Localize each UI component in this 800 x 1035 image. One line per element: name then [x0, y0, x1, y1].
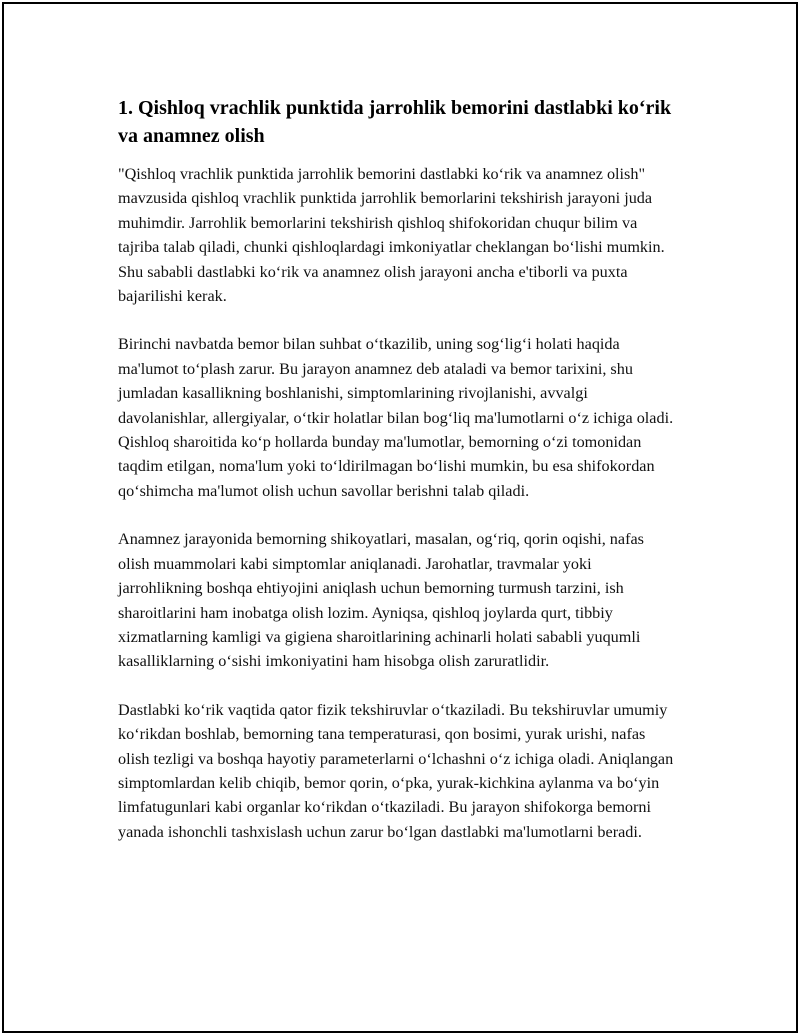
paragraph-physical-exam: Dastlabki ko‘rik vaqtida qator fizik tekshiruvlar o‘tkaziladi. Bu tekshiruvlar umumiy ko‘rikdan boshlab, bemorning tana temperaturasi, qon bosimi, yurak urishi, nafas olish tezligi va boshqa hayotiy parameterlarni o‘lchashni o‘z ichiga oladi. Aniqlangan simptomlardan kelib chiqib, bemor qorin, o‘pka, yurak-kichkina aylanma va bo‘yin limfatugunlari kabi organlar ko‘rikdan o‘tkaziladi. Bu jarayon shifokorga bemorni yanada ishonchli tashxislash uchun zarur bo‘lgan dastlabki ma'lumotlarni beradi. [118, 700, 674, 841]
paragraph-intro: "Qishloq vrachlik punktida jarrohlik bemorini dastlabki ko‘rik va anamnez olish" mavzusida qishloq vrachlik punktida jarrohlik bemorlarini tekshirish jarayoni juda muhimdir. Jarrohlik bemorlarini tekshirish qishloq shifokoridan chuqur bilim va tajriba talab qiladi, chunki qishloqlardagi imkoniyatlar cheklangan bo‘lishi mumkin. Shu sababli dastlabki ko‘rik va anamnez olish jarayoni ancha e'tiborli va puxta bajarilishi kerak. [118, 165, 665, 306]
paragraph-symptoms: Anamnez jarayonida bemorning shikoyatlari, masalan, og‘riq, qorin oqishi, nafas olish muammolari kabi simptomlar aniqlanadi. Jarohatlar, travmalar yoki jarrohlikning boshqa ehtiyojini aniqlash uchun bemorning turmush tarzini, ish sharoitlarini ham inobatga olish lozim. Ayniqsa, qishloq joylarda qurt, tibbiy xizmatlarning kamligi va gigiena sharoitlarining achinarli holati sababli yuqumli kasalliklarning o‘sishi imkoniyatini ham hisobga olish zaruratlidir. [118, 530, 644, 671]
section-heading: 1. Qishloq vrachlik punktida jarrohlik bemorini dastlabki ko‘rik va anamnez olish [118, 97, 672, 147]
document-body [118, 94, 678, 868]
paragraph-anamnesis-collection: Birinchi navbatda bemor bilan suhbat o‘tkazilib, uning sog‘lig‘i holati haqida ma'lumot to‘plash zarur. Bu jarayon anamnez deb ataladi va bemor tarixini, shu jumladan kasallikning boshlanishi, simptomlarining rivojlanishi, avvalgi davolanishlar, allergiyalar, o‘tkir holatlar bilan bog‘liq ma'lumotlarni o‘z ichiga oladi. Qishloq sharoitida ko‘p hollarda bunday ma'lumotlar, bemorning o‘zi tomonidan taqdim etilgan, noma'lum yoki to‘ldirilmagan bo‘lishi mumkin, bu esa shifokordan qo‘shimcha ma'lumot olish uchun savollar berishni talab qiladi. [118, 335, 674, 500]
